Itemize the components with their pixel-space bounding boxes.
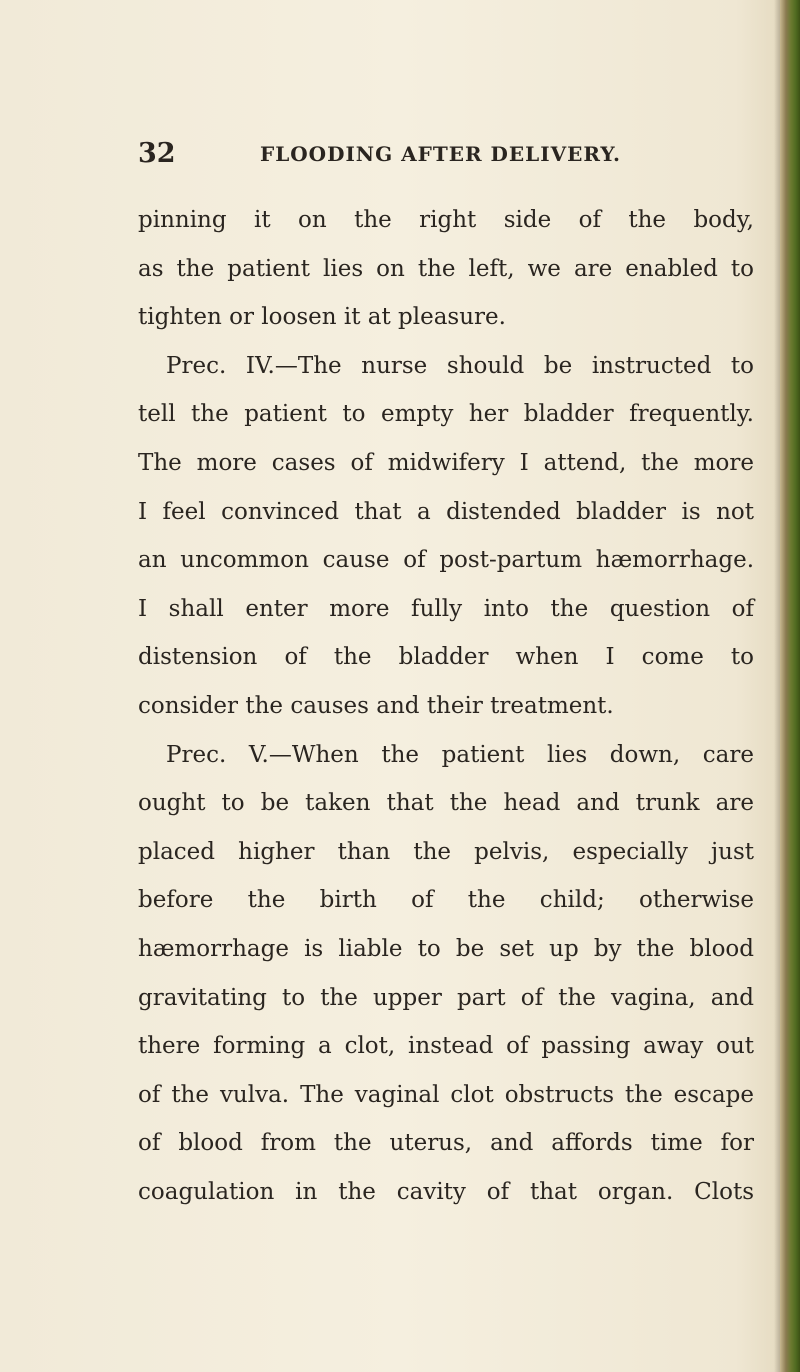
text-line: Prec. IV.—The nurse should be instructed to — [166, 352, 754, 379]
book-spine — [780, 0, 800, 1372]
text-line: there forming a clot, instead of passing away out — [138, 1033, 754, 1060]
text-line: an uncommon cause of post-partum hæmorrhage. — [138, 547, 754, 574]
text-line: ought to be taken that the head and trunk are — [138, 790, 754, 817]
text-line: distension of the bladder when I come to — [138, 644, 754, 671]
text-line: placed higher than the pelvis, especially just — [138, 838, 754, 865]
page-number: 32 — [138, 138, 176, 169]
text-line: as the patient lies on the left, we are enabled to — [138, 255, 754, 282]
text-line: consider the causes and their treatment. — [138, 692, 614, 719]
text-line: Prec. V.—When the patient lies down, care — [166, 741, 754, 768]
page-header — [138, 134, 758, 174]
text-line: before the birth of the child; otherwise — [138, 887, 754, 914]
text-line: of blood from the uterus, and affords time for — [138, 1130, 754, 1157]
text-line: I feel convinced that a distended bladder is not — [138, 498, 754, 525]
running-title: FLOODING AFTER DELIVERY. — [260, 142, 621, 166]
text-line: The more cases of midwifery I attend, the more — [138, 449, 754, 476]
text-line: of the vulva. The vaginal clot obstructs the escape — [138, 1081, 754, 1108]
text-line: gravitating to the upper part of the vagina, and — [138, 984, 754, 1011]
text-line: I shall enter more fully into the question of — [138, 595, 754, 622]
text-line: pinning it on the right side of the body, — [138, 207, 754, 233]
text-line: tighten or loosen it at pleasure. — [138, 304, 506, 331]
text-line: coagulation in the cavity of that organ. Clots — [138, 1178, 754, 1205]
text-line: hæmorrhage is liable to be set up by the blood — [138, 935, 754, 962]
body-text — [138, 196, 754, 1216]
text-line: tell the patient to empty her bladder frequently. — [138, 401, 754, 428]
